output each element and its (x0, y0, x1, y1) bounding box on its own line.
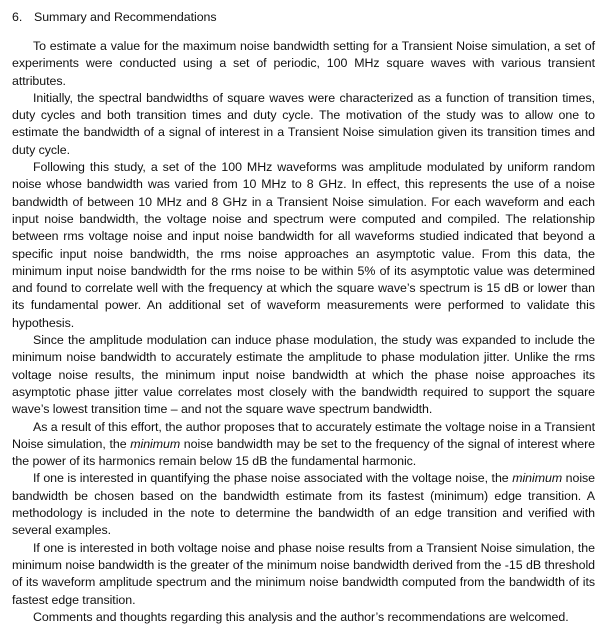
paragraph-text: Following this study, a set of the 100 MHz waveforms was amplitude modulated by uniform random noise whose bandwidth was varied from 10 MHz to 8 GHz. In effect, this represents the use of a noise bandwidth of between 10 MHz and 8 GHz in a Transient Noise simulation. For each waveform and each input noise bandwidth, the voltage noise and spectrum were computed and compiled. The relationship between rms voltage noise and input noise bandwidth for all waveforms studied indicated that beyond a specific input noise bandwidth, the rms noise approaches an asymptotic value. From this data, the minimum input noise bandwidth for the rms noise to be within 5% of its asymptotic value was determined and found to correlate well with the frequency at which the square wave’s spectrum is 15 dB or lower than its fundamental power. An additional set of waveform measurements were performed to validate this hypothesis. (12, 160, 595, 330)
paragraph-text: noise bandwidth may be set to the frequency of the signal of interest where the power of its harmonics remain below 15 dB the fundamental harmonic. (12, 436, 595, 469)
paragraph-text: If one is interested in quantifying the phase noise associated with the voltage noise, the (33, 471, 513, 486)
paragraph (12, 540, 595, 609)
paragraph-text: Since the amplitude modulation can induce phase modulation, the study was expanded to include the minimum noise bandwidth to accurately estimate the amplitude to phase modulation jitter. Unlike the rms voltage noise results, the minimum input noise bandwidth at which the phase noise approaches its asymptotic phase jitter value correlates most closely with the bandwidth required to support the square wave’s lowest transition time – and not the square wave spectrum bandwidth. (12, 333, 595, 417)
section-number: 6. (12, 10, 23, 24)
section-title: Summary and Recommendations (34, 10, 217, 24)
paragraph (12, 159, 595, 332)
paragraph (12, 90, 595, 159)
paragraph (12, 609, 595, 626)
paragraph (12, 38, 595, 90)
paragraph (12, 332, 595, 418)
paragraph-text: Comments and thoughts regarding this analysis and the author’s recommendations are welcomed. (33, 609, 569, 624)
paragraph-text: If one is interested in both voltage noise and phase noise results from a Transient Noise simulation, the minimum noise bandwidth is the greater of the minimum noise bandwidth derived from the -15 dB threshold of its waveform amplitude spectrum and the minimum noise bandwidth computed from the bandwidth of its fastest edge transition. (12, 540, 595, 607)
section-heading (12, 9, 595, 26)
paragraph (12, 470, 595, 539)
emphasis-text: minimum (512, 471, 563, 486)
paragraph-text: Initially, the spectral bandwidths of square waves were characterized as a function of transition times, duty cycles and both transition times and duty cycle. The motivation of the study was to allow one to estimate the bandwidth of a signal of interest in a Transient Noise simulation given its transition times and duty cycle. (12, 90, 595, 157)
paragraph-text: noise bandwidth be chosen based on the bandwidth estimate from its fastest (minimum) edge transition. A methodology is included in the note to determine the bandwidth of an edge transition and verified with several examples. (12, 471, 596, 538)
paragraph-text: As a result of this effort, the author proposes that to accurately estimate the voltage noise in a Transient Noise simulation, the (12, 419, 595, 451)
paragraph (12, 419, 595, 471)
document-page (12, 9, 595, 626)
emphasis-text: minimum (130, 436, 181, 451)
paragraph-text: To estimate a value for the maximum noise bandwidth setting for a Transient Noise simulation, a set of experiments were conducted using a set of periodic, 100 MHz square waves with various transient attributes. (12, 39, 595, 88)
